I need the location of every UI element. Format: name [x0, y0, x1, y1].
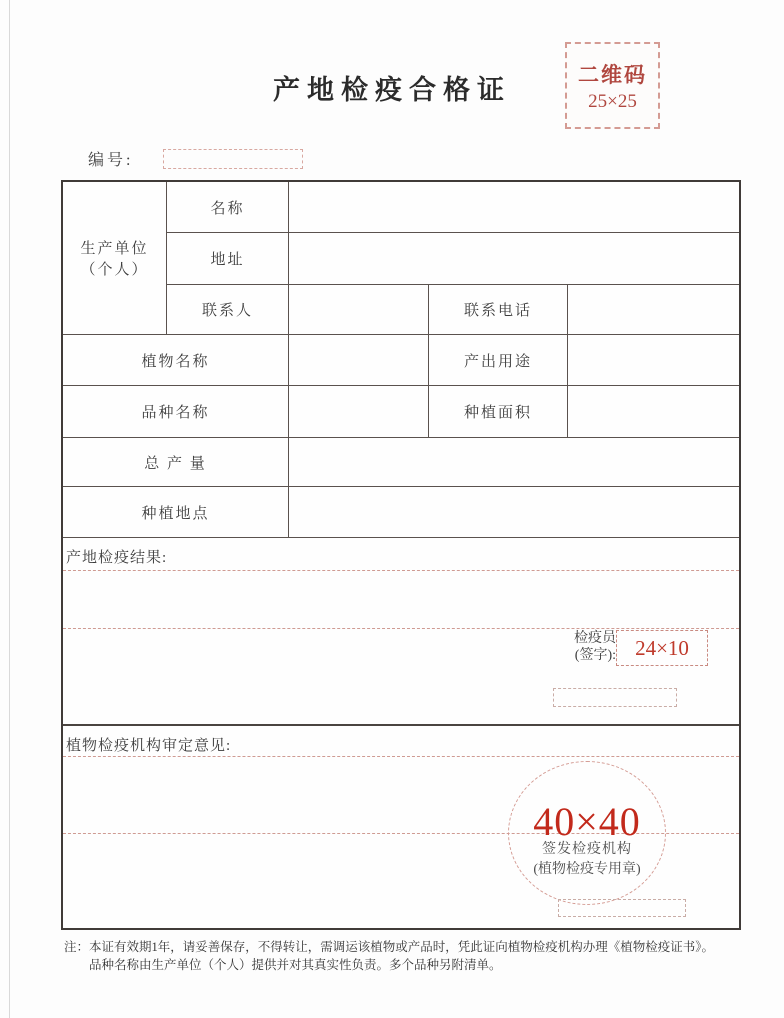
- inspector-label-line2: (签字):: [574, 648, 616, 663]
- qr-label: 二维码: [578, 62, 647, 87]
- planting-location-field: [289, 487, 739, 538]
- stamp-agency-line: 签发检疫机构: [542, 842, 632, 857]
- opinion-write-line-1: [63, 756, 739, 757]
- producer-name-field: [289, 182, 739, 233]
- footnote: [64, 938, 754, 974]
- producer-group-label: [63, 182, 167, 335]
- footnote-line-1: 注：本证有效期1年，请妥善保存，不得转让，需调运该植物或产品时，凭此证向植物检疫机构办理《植物检疫证书》。: [64, 940, 715, 954]
- variety-name-label: 品种名称: [63, 386, 289, 438]
- contact-person-label: 联系人: [167, 285, 289, 335]
- serial-number-label: 编号:: [88, 152, 134, 169]
- serial-number-field: [163, 149, 303, 169]
- date-field-placeholder: [553, 688, 677, 707]
- producer-address-label: 地址: [167, 233, 289, 285]
- result-write-line-2: [63, 628, 739, 629]
- total-output-label: 总 产 量: [63, 438, 289, 487]
- plant-name-field: [289, 335, 429, 386]
- contact-person-field: [289, 285, 429, 335]
- document-title: 产地检疫合格证: [273, 75, 511, 105]
- scan-edge-line: [9, 0, 10, 1018]
- quarantine-result-label: 产地检疫结果:: [66, 550, 168, 566]
- producer-info-grid: [63, 182, 739, 538]
- variety-name-field: [289, 386, 429, 438]
- certificate-form-table: [61, 180, 741, 930]
- inspector-signature-label: [560, 630, 616, 664]
- producer-label-line1: 生产单位: [80, 241, 149, 257]
- inspector-signature-placeholder: [616, 630, 708, 666]
- quarantine-result-section: [63, 538, 739, 726]
- opinion-date-placeholder: [558, 899, 686, 917]
- total-output-field: [289, 438, 739, 487]
- agency-opinion-label: 植物检疫机构审定意见:: [66, 738, 232, 754]
- inspector-label-line1: 检疫员: [574, 631, 616, 646]
- stamp-seal-line: (植物检疫专用章): [533, 862, 641, 877]
- stamp-size: 40×40: [533, 799, 641, 844]
- footnote-line-2: 品种名称由生产单位（个人）提供并对其真实性负责。多个品种另附清单。: [89, 958, 502, 972]
- producer-label-line2: （个人）: [80, 262, 149, 278]
- producer-address-field: [289, 233, 739, 285]
- signature-size: 24×10: [635, 635, 689, 660]
- planting-area-label: 种植面积: [429, 386, 568, 438]
- output-use-field: [568, 335, 739, 386]
- qr-code-placeholder: [565, 42, 660, 129]
- agency-opinion-section: [63, 726, 739, 928]
- producer-name-label: 名称: [167, 182, 289, 233]
- result-write-line-1: [63, 570, 739, 571]
- qr-size: 25×25: [588, 90, 637, 112]
- contact-phone-label: 联系电话: [429, 285, 568, 335]
- contact-phone-field: [568, 285, 739, 335]
- plant-name-label: 植物名称: [63, 335, 289, 386]
- planting-location-label: 种植地点: [63, 487, 289, 538]
- planting-area-field: [568, 386, 739, 438]
- output-use-label: 产出用途: [429, 335, 568, 386]
- agency-stamp-placeholder: [508, 761, 666, 905]
